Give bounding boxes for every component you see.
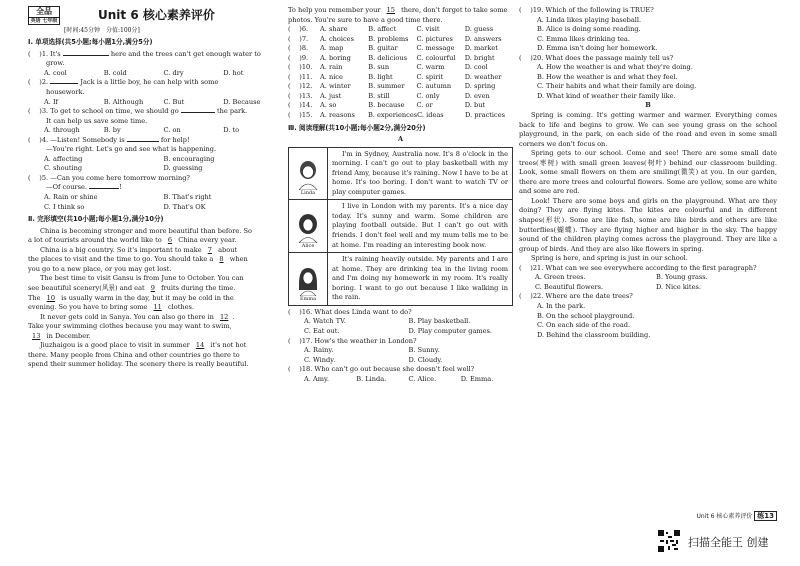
cloze-option-row: [288, 92, 513, 102]
blank-13[interactable]: 13: [32, 331, 41, 340]
section-1-title: Ⅰ. 单项选择(共5小题;每小题1分,满分5分): [28, 38, 153, 47]
q2-opt-b[interactable]: B. Although: [103, 97, 144, 106]
question-number: ( )9.: [288, 53, 309, 62]
part-a-label: A: [397, 135, 404, 144]
blank-7[interactable]: 7: [207, 245, 212, 254]
cloze-passage: China is becoming stronger and more beautiful than before. So a lot of tourists around the world like to 6 China every year. China is a big country. So it's important to make 7 about the places to visit and the time to go. You should take a 8 when you go to a new place, or you may get lost. The best time to visit Gansu is from June to October. You can see beautiful scenery(风景) and eat 9 fruits during the time. The 10 is usually warm in the day, but it may be cold in the evening. So you have to bring some 11 clothes. It never gets cold in Sanya. You can also go there in 12 . Take your swimming clothes because you may want to swim, 13 in December. Jiuzhaigou is a good place to visit in summer 14 it's not hot there. Many people from China and other countries go there to spend their summer holiday. The scenery there is really beautiful.: [28, 226, 253, 369]
question-number: ( )8.: [288, 44, 309, 53]
q17-stem: ( )17. How's the weather in London?: [288, 336, 417, 345]
q20-opt-b[interactable]: B. How the weather is and what they feel.: [537, 72, 678, 81]
time-score-info: [时间:45分钟 分值:100分]: [64, 26, 140, 34]
q21-opt-c[interactable]: C. Beautiful flowers.: [535, 282, 604, 291]
q17-opt-b[interactable]: B. Sunny.: [408, 346, 440, 355]
cloze-option[interactable]: C. or: [416, 101, 433, 110]
cloze-option-row: [288, 82, 513, 92]
cloze-option[interactable]: D. answers: [464, 34, 502, 43]
cloze-option[interactable]: A. share: [320, 25, 348, 34]
q18-stem: ( )18. Who can't go out because she doesn't feel well?: [288, 365, 475, 374]
passage-b-p1: Spring is coming. It's getting warmer and warmer. Everything comes back to life and begins to grow. We can see young grass on the school playground, in the park, on each side of the road and even in some small corners we don't focus on.: [519, 111, 777, 148]
cloze-option[interactable]: A. nice: [320, 72, 343, 81]
q16-stem: ( )16. What does Linda want to do?: [288, 307, 412, 316]
reading-a-box: [288, 147, 513, 306]
q3-cont: It can help us save some time.: [46, 116, 148, 125]
cloze-option[interactable]: A. boring: [320, 53, 351, 62]
passage-b-p3: Look! There are some boys and girls on the playground. What are they doing? They are flying kites. The kites are colourful and in different shapes(形状). Some are like fish, some are like birds and others are like butterflies(蝴蝶). They are flying higher and higher in the sky. The happy sound of the children playing comes across the playground. They are like a group of birds. And they are also like flowers in spring.: [519, 196, 777, 253]
cloze-option[interactable]: C. warm: [416, 63, 445, 72]
q5-opt-c[interactable]: C. I think so: [44, 202, 85, 211]
q18-opt-c[interactable]: C. Alice.: [408, 374, 437, 383]
cloze-option[interactable]: C. ideas: [417, 111, 444, 120]
q1-cont: grow.: [46, 59, 65, 68]
cloze-option[interactable]: C. spirit: [416, 72, 444, 81]
question-number: ( )15.: [288, 111, 313, 120]
q2-cont: housework.: [46, 88, 85, 97]
q5-options: [28, 193, 283, 212]
q4-stem: ( )4. —Listen! Somebody is for help!: [28, 135, 190, 144]
column-right: [519, 6, 777, 340]
q3-opt-b[interactable]: B. by: [103, 126, 121, 135]
q20-opt-a[interactable]: A. How the weather is and what they're doing.: [537, 63, 693, 72]
section-3-title: Ⅲ. 阅读理解(共10小题;每小题2分,满分20分): [288, 123, 426, 132]
q21-opt-d[interactable]: D. Nice kites.: [656, 282, 701, 291]
q2-opt-c[interactable]: C. But: [163, 97, 185, 106]
blank-11[interactable]: 11: [153, 303, 162, 312]
q1-opt-d[interactable]: D. hot: [223, 68, 244, 77]
cloze-option[interactable]: B. sun: [368, 63, 390, 72]
linda-text: I'm in Sydney, Australia now. It's 8 o'clock in the morning. I can't go out to play basketball with my friend Amy, because it's raining. Now I have to be at home. It's too boring. I don't want to watch TV or play computer games.: [332, 149, 508, 196]
badge-bottom: 英语 七年级: [30, 17, 58, 24]
q21-opt-b[interactable]: B. Young grass.: [656, 273, 708, 282]
q20-opt-c[interactable]: C. Their habits and what their family are doing.: [537, 82, 697, 91]
q2-options: [28, 98, 283, 108]
cloze-option[interactable]: B. delicious: [368, 53, 408, 62]
alice-portrait: Alice: [289, 200, 328, 252]
cloze-option[interactable]: B. problems: [368, 34, 409, 43]
q1-opt-b[interactable]: B. cold: [103, 68, 127, 77]
cloze-option[interactable]: C. colourful: [416, 53, 456, 62]
q18-opt-b[interactable]: B. Linda.: [356, 374, 387, 383]
cloze-option[interactable]: C. only: [416, 91, 440, 100]
cloze-option[interactable]: C. visit: [416, 25, 440, 34]
q1-stem: ( )1. It's here and the trees can't get enough water to: [28, 49, 261, 58]
cloze-option[interactable]: D. market: [464, 44, 498, 53]
cloze-option[interactable]: A. winter: [320, 82, 351, 91]
cloze-option-row: [288, 44, 513, 54]
scanner-watermark: 扫描全能王 创建: [688, 536, 769, 549]
q18-opt-d[interactable]: D. Emma.: [460, 374, 494, 383]
column-middle: To help you remember your 15 there, don't forget to take some photos. You're sure to have a good time there. ( )6. A. share B. affect C. visit D. guess ( )7. A. choices B. problems C. pictures D. answers ( )8. A. map B. guitar C. message D. market ( )9. A. boring B. delicious C. colourful D. bright ( )10. A. rain B. sun C. warm D. cool ( )11. A. nice B. light C. spirit D. weather ( )12. A. winter B. summer C. autumn D. spring ( )13. A. just B. still C. only D. even ( )14. A. so B. because C. or D. but ( )15. A. reasons B. experiences C. ideas D. practices Ⅲ. 阅读理解(共10小题;每小题2分,满分20分) A Linda I'm in Sydney, Australia now. It's 8 o'clock in the morning. I can't go out to play basketball with my friend Amy, because it's raining. Now I have to be at home. It's too boring. I don't want to watch TV or play computer games. Alice I live in London with my parents. It's a nice day today. It's sunny and warm. Some children are playing football outside. But I can't go out with friends. I don't feel well and my mum tells me to be at home. I'm reading an interesting book now. Emma It's raining heavily outside. My parents and I are at home. They are drinking tea in the living room and I'm doing my homework in my room. It's really boring. I want to go out because I like walking in the rain. ( )16. What does Linda want to do? A. Watch TV. B. Play basketball. C. Eat out. D. Play computer games. ( )17. How's the weather in London? A. Rainy. B. Sunny. C. Windy. D. Cloudy. ( )18. Who can't go out because she doesn't feel well? A. Amy. B. Linda. C. Alice. D. Emma.: [288, 6, 513, 384]
cloze-option[interactable]: D. but: [464, 101, 486, 110]
cloze-option[interactable]: A. map: [320, 44, 344, 53]
q4-opt-d[interactable]: D. guessing: [163, 164, 203, 173]
girl-icon: [295, 266, 321, 296]
blank-14[interactable]: 14: [195, 341, 205, 350]
q2-opt-a[interactable]: A. If: [44, 97, 58, 106]
cloze-option[interactable]: A. so: [320, 101, 337, 110]
header: [28, 6, 283, 25]
cloze-option[interactable]: D. even: [464, 91, 490, 100]
cloze-option[interactable]: B. summer: [368, 82, 405, 91]
cloze-option[interactable]: D. guess: [464, 25, 494, 34]
q21-options: [519, 273, 777, 292]
q1-opt-a[interactable]: A. cool: [44, 68, 67, 77]
q17-opt-c[interactable]: C. Windy.: [304, 355, 336, 364]
q3-opt-a[interactable]: A. through: [44, 126, 80, 135]
passage-b-p2: Spring gets to our school. Come and see! There are some small date trees(枣树) with small green leaves(树叶) behind our classroom building. Look, some small flowers on them are smiling(微笑) at you. In our garden, there are more trees and colourful flowers. Some are yellow, some are white and some are red.: [519, 149, 777, 196]
linda-portrait: Linda: [289, 148, 328, 200]
q22-opt-a[interactable]: A. In the park.: [537, 301, 586, 310]
q5-opt-d[interactable]: D. That's OK: [163, 202, 206, 211]
question-number: ( )7.: [288, 34, 309, 43]
cloze-option[interactable]: A. rain: [320, 63, 343, 72]
q19-stem: ( )19. Which of the following is TRUE?: [519, 6, 654, 14]
q16-opt-b[interactable]: B. Play basketball.: [408, 317, 471, 326]
q3-options: [28, 126, 283, 136]
blank-8[interactable]: 8: [219, 255, 224, 264]
q4-opt-b[interactable]: B. encouraging: [163, 154, 215, 163]
blank-6[interactable]: 6: [167, 236, 173, 245]
q17-opt-d[interactable]: D. Cloudy.: [408, 355, 443, 364]
emma-text: It's raining heavily outside. My parents and I are at home. They are drinking tea in the living room and I'm doing my homework in my room. It's really boring. I want to go out because I like walking in the rain.: [332, 255, 508, 302]
cloze-option-row: [288, 35, 513, 45]
q19-opt-b[interactable]: B. Alice is doing some reading.: [537, 25, 641, 34]
q22-opt-d[interactable]: D. Behind the classroom building.: [537, 330, 651, 339]
cloze-option-row: [288, 73, 513, 83]
q18-opt-a[interactable]: A. Amy.: [304, 374, 329, 383]
q5-opt-a[interactable]: A. Rain or shine: [44, 193, 98, 202]
q16-opt-d[interactable]: D. Play computer games.: [408, 326, 493, 335]
emma-row: [289, 253, 512, 305]
q2-opt-d[interactable]: D. Because: [223, 97, 261, 106]
cloze-option-row: [288, 54, 513, 64]
q5-stem: ( )5. —Can you come here tomorrow morning?: [28, 173, 190, 182]
q21-stem: ( )21. What can we see everywhere according to the first paragraph?: [519, 263, 757, 272]
cloze-option[interactable]: C. autumn: [416, 82, 452, 91]
question-number: ( )11.: [288, 72, 313, 81]
girl-icon: [295, 160, 321, 190]
cloze-option[interactable]: B. affect: [368, 25, 397, 34]
q4-cont: —You're right. Let's go and see what is happening.: [46, 145, 217, 154]
blank-10[interactable]: 10: [46, 293, 56, 302]
question-number: ( )10.: [288, 63, 313, 72]
q20-options: [519, 63, 777, 101]
cloze-option[interactable]: B. light: [368, 72, 393, 81]
cloze-option[interactable]: B. because: [368, 101, 405, 110]
q3-opt-d[interactable]: D. to: [223, 126, 240, 135]
q3-stem: ( )3. To get to school on time, we should go the park.: [28, 107, 248, 116]
cloze-option[interactable]: A. choices: [320, 34, 354, 43]
column-left: [28, 6, 283, 370]
cloze-option[interactable]: D. weather: [464, 72, 502, 81]
q22-opt-b[interactable]: B. On the school playground.: [537, 311, 635, 320]
q17-opt-a[interactable]: A. Rainy.: [304, 346, 334, 355]
cloze-option[interactable]: D. bright: [464, 53, 495, 62]
alice-text: I live in London with my parents. It's a nice day today. It's sunny and warm. Some children are playing football outside. But I can't go out with friends. I don't feel well and my mum tells me to be at home. I'm reading an interesting book now.: [332, 202, 508, 249]
cloze-option[interactable]: D. practices: [465, 111, 506, 120]
cloze-option[interactable]: A. just: [320, 91, 342, 100]
cloze-option-row: [288, 101, 513, 111]
cloze-option[interactable]: D. cool: [464, 63, 488, 72]
linda-row: [289, 148, 512, 201]
section-2-title: Ⅱ. 完形填空(共10小题;每小题1分,满分10分): [28, 215, 164, 224]
q4-options: [28, 155, 283, 174]
page-number: 练13: [754, 511, 777, 521]
qr-code-icon: [658, 530, 680, 552]
question-number: ( )6.: [288, 25, 309, 34]
q21-opt-a[interactable]: A. Green trees.: [535, 273, 586, 282]
q5-cont: —Of course. !: [46, 183, 122, 192]
part-b-label: B: [645, 101, 651, 110]
badge-top: 全品: [29, 7, 59, 18]
cloze-option-row: [288, 63, 513, 73]
q19-opt-c[interactable]: C. Emma likes drinking tea.: [537, 34, 630, 43]
q1-opt-c[interactable]: C. dry: [163, 68, 184, 77]
page-footer: Unit 6 核心素养评价 练13: [696, 511, 777, 522]
cloze-option[interactable]: C. pictures: [416, 34, 453, 43]
q18-options: [288, 375, 513, 385]
q17-options: [288, 346, 513, 365]
q5-opt-b[interactable]: B. That's right: [163, 193, 212, 202]
page-title: Unit 6 核心素养评价: [98, 7, 215, 22]
q16-opt-c[interactable]: C. Eat out.: [304, 326, 340, 335]
cloze-options: [288, 25, 513, 120]
passage-b-p4: Spring is here, and spring is just in our school.: [531, 254, 688, 263]
q20-opt-d[interactable]: D. What kind of weather their family like.: [537, 91, 676, 100]
question-number: ( )14.: [288, 101, 313, 110]
cloze-option-row: [288, 25, 513, 35]
brand-badge: [28, 6, 60, 25]
cloze-option[interactable]: C. message: [416, 44, 455, 53]
q4-opt-c[interactable]: C. shouting: [44, 164, 83, 173]
girl-icon: [295, 213, 321, 243]
q22-stem: ( )22. Where are the date trees?: [519, 292, 633, 301]
q1-options: [28, 69, 283, 79]
cloze-option[interactable]: A. reasons: [320, 111, 355, 120]
cloze-option[interactable]: B. guitar: [368, 44, 398, 53]
q16-opt-a[interactable]: A. Watch TV.: [304, 317, 346, 326]
emma-portrait: Emma: [289, 253, 328, 305]
q20-stem: ( )20. What does the passage mainly tell us?: [519, 53, 674, 62]
cloze-option-row: [288, 111, 513, 121]
alice-row: [289, 200, 512, 253]
blank-15[interactable]: 15: [386, 6, 395, 14]
cloze-option[interactable]: D. spring: [464, 82, 496, 91]
q16-options: [288, 317, 513, 336]
blank-12[interactable]: 12: [219, 312, 229, 321]
question-number: ( )13.: [288, 91, 313, 100]
cloze-option[interactable]: B. still: [368, 91, 390, 100]
q22-opt-c[interactable]: C. On each side of the road.: [537, 321, 631, 330]
q19-opt-a[interactable]: A. Linda likes playing baseball.: [537, 15, 642, 24]
q19-options: [519, 16, 777, 54]
q19-opt-d[interactable]: D. Emma isn't doing her homework.: [537, 44, 658, 53]
q4-opt-a[interactable]: A. affecting: [44, 154, 83, 163]
blank-9[interactable]: 9: [150, 283, 155, 292]
cloze-option[interactable]: B. experiences: [367, 111, 418, 120]
q2-stem: ( )2. Jack is a little boy, he can help with some: [28, 78, 219, 87]
question-number: ( )12.: [288, 82, 313, 91]
q22-options: [519, 302, 777, 340]
q3-opt-c[interactable]: C. on: [163, 126, 181, 135]
